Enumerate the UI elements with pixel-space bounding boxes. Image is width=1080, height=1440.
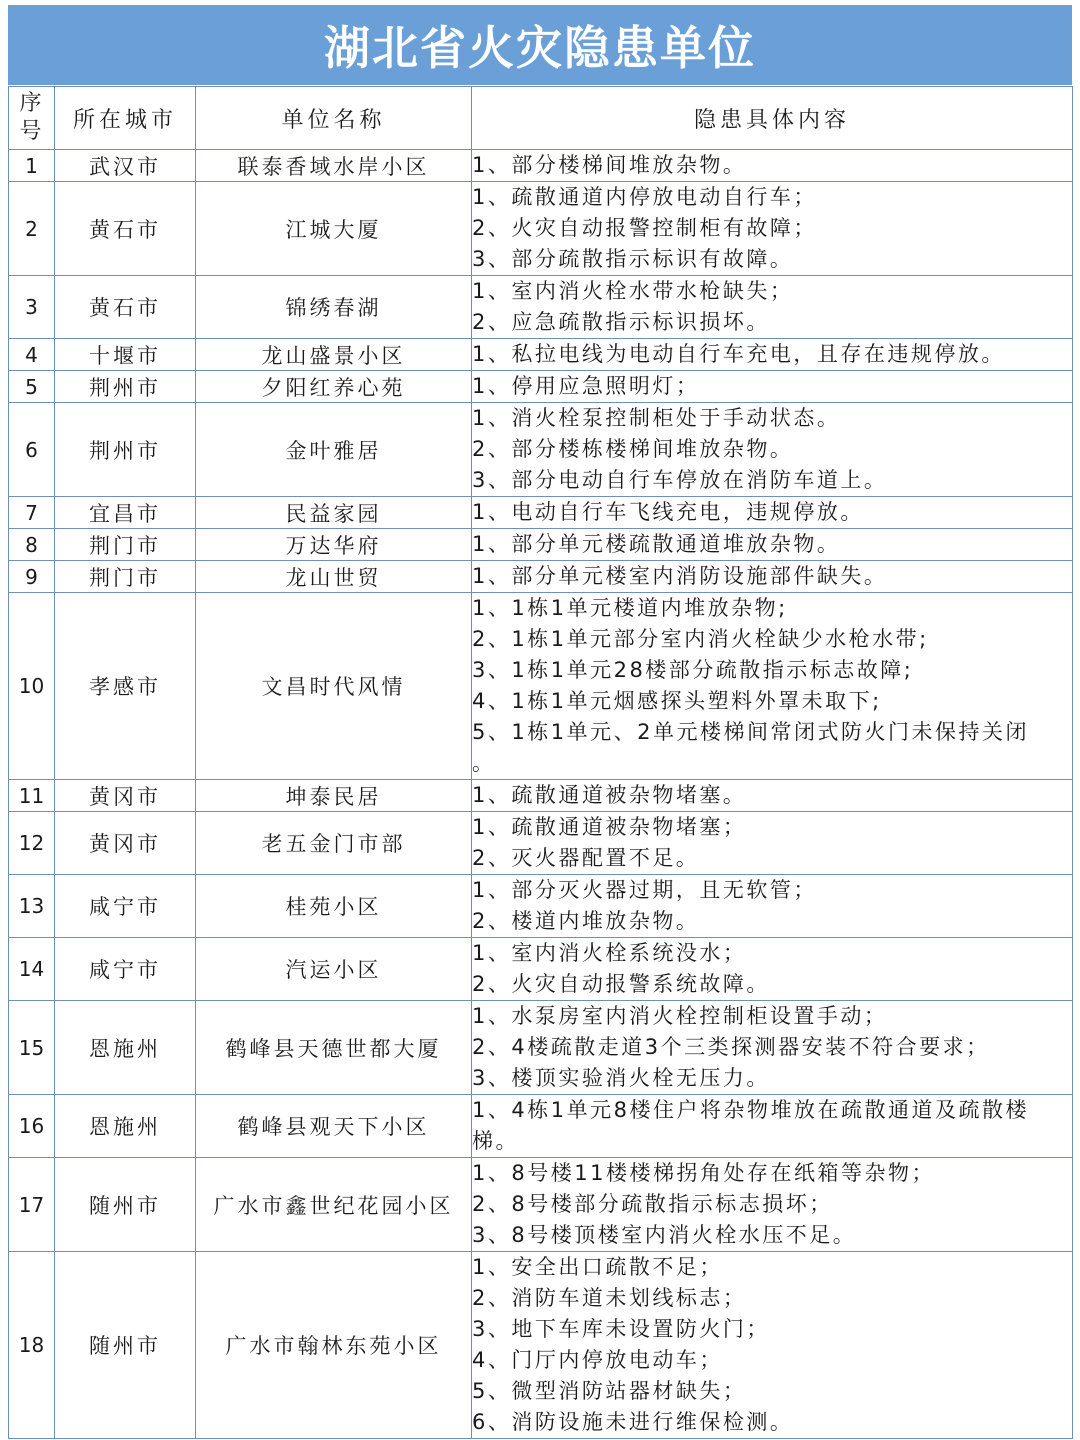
issue-line: 2、1栋1单元部分室内消火栓缺少水枪水带; <box>472 627 929 651</box>
header-no-label: 序号 <box>19 91 46 144</box>
table-row <box>9 339 1073 371</box>
row-unit-name: 金叶雅居 <box>196 403 472 497</box>
row-number: 12 <box>9 812 55 875</box>
row-issues <box>472 780 1073 812</box>
row-unit-name: 龙山盛景小区 <box>196 339 472 371</box>
issue-line: 1、部分单元楼疏散通道堆放杂物。 <box>472 532 841 556</box>
issue-line: 1、停用应急照明灯； <box>472 374 700 398</box>
row-issues <box>472 339 1073 371</box>
hazard-table <box>8 86 1073 1439</box>
issue-line: 3、1栋1单元28楼部分疏散指示标志故障; <box>472 658 914 682</box>
issue-line: 2、火灾自动报警系统故障。 <box>472 972 770 996</box>
table-row <box>9 497 1073 529</box>
row-unit-name: 桂苑小区 <box>196 875 472 938</box>
issue-line: 3、部分疏散指示标识有故障。 <box>472 247 794 271</box>
table-header-row <box>9 87 1073 150</box>
table-row <box>9 593 1073 780</box>
row-unit-name: 江城大厦 <box>196 182 472 276</box>
row-unit-name: 广水市鑫世纪花园小区 <box>196 1158 472 1252</box>
header-no <box>9 87 55 150</box>
row-city: 孝感市 <box>55 593 196 780</box>
table-row <box>9 1001 1073 1095</box>
row-issues <box>472 497 1073 529</box>
table-row <box>9 561 1073 593</box>
issue-line: 2、部分楼栋楼梯间堆放杂物。 <box>472 437 794 461</box>
row-unit-name: 联泰香域水岸小区 <box>196 150 472 182</box>
row-unit-name: 龙山世贸 <box>196 561 472 593</box>
issue-line: 1、私拉电线为电动自行车充电，且存在违规停放。 <box>472 342 1005 366</box>
row-unit-name: 万达华府 <box>196 529 472 561</box>
row-issues <box>472 875 1073 938</box>
header-issues: 隐患具体内容 <box>472 87 1073 150</box>
issue-line: 1、室内消火栓系统没水； <box>472 941 747 965</box>
row-city: 咸宁市 <box>55 875 196 938</box>
table-row <box>9 1252 1073 1439</box>
row-issues <box>472 1095 1073 1158</box>
issue-line: 4、门厅内停放电动车； <box>472 1348 723 1372</box>
issue-line: 1、部分楼梯间堆放杂物。 <box>472 153 747 177</box>
row-issues <box>472 276 1073 339</box>
table-row <box>9 1095 1073 1158</box>
table-row <box>9 150 1073 182</box>
page-title: 湖北省火灾隐患单位 <box>8 5 1072 85</box>
row-issues <box>472 182 1073 276</box>
table-row <box>9 403 1073 497</box>
issue-line: 1、疏散通道被杂物堵塞。 <box>472 783 747 807</box>
row-number: 14 <box>9 938 55 1001</box>
issue-line: 1、1栋1单元楼道内堆放杂物; <box>472 596 788 620</box>
issue-line: 1、安全出口疏散不足； <box>472 1255 723 1279</box>
table-row <box>9 780 1073 812</box>
row-unit-name: 老五金门市部 <box>196 812 472 875</box>
table-row <box>9 371 1073 403</box>
issue-line: 5、微型消防站器材缺失； <box>472 1379 747 1403</box>
row-issues <box>472 529 1073 561</box>
issue-line: 6、消防设施未进行维保检测。 <box>472 1410 794 1434</box>
issue-line: 3、8号楼顶楼室内消火栓水压不足。 <box>472 1223 857 1247</box>
row-number: 5 <box>9 371 55 403</box>
issue-line: 1、电动自行车飞线充电，违规停放。 <box>472 500 864 524</box>
row-unit-name: 鹤峰县观天下小区 <box>196 1095 472 1158</box>
row-city: 黄冈市 <box>55 780 196 812</box>
row-number: 16 <box>9 1095 55 1158</box>
table-row <box>9 812 1073 875</box>
row-city: 宜昌市 <box>55 497 196 529</box>
row-city: 随州市 <box>55 1252 196 1439</box>
row-city: 十堰市 <box>55 339 196 371</box>
issue-line: 1、疏散通道被杂物堵塞； <box>472 815 747 839</box>
row-number: 6 <box>9 403 55 497</box>
row-issues <box>472 1158 1073 1252</box>
row-unit-name: 鹤峰县天德世都大厦 <box>196 1001 472 1095</box>
row-number: 10 <box>9 593 55 780</box>
row-city: 随州市 <box>55 1158 196 1252</box>
row-issues <box>472 150 1073 182</box>
row-number: 13 <box>9 875 55 938</box>
issue-line: 1、消火栓泵控制柜处于手动状态。 <box>472 406 841 430</box>
row-number: 3 <box>9 276 55 339</box>
issue-line: 1、8号楼11楼楼梯拐角处存在纸箱等杂物； <box>472 1161 935 1185</box>
row-number: 17 <box>9 1158 55 1252</box>
issue-line: 2、4楼疏散走道3个三类探测器安装不符合要求； <box>472 1035 990 1059</box>
issue-line: 2、消防车道未划线标志； <box>472 1286 747 1310</box>
row-number: 15 <box>9 1001 55 1095</box>
row-unit-name: 锦绣春湖 <box>196 276 472 339</box>
table-row <box>9 875 1073 938</box>
table-row <box>9 182 1073 276</box>
header-unit: 单位名称 <box>196 87 472 150</box>
row-unit-name: 坤泰民居 <box>196 780 472 812</box>
header-city: 所在城市 <box>55 87 196 150</box>
row-city: 黄石市 <box>55 182 196 276</box>
issue-line: 3、楼顶实验消火栓无压力。 <box>472 1066 770 1090</box>
table-row <box>9 529 1073 561</box>
row-issues <box>472 1001 1073 1095</box>
issue-line: 2、楼道内堆放杂物。 <box>472 909 700 933</box>
row-city: 恩施州 <box>55 1095 196 1158</box>
issue-line: 3、部分电动自行车停放在消防车道上。 <box>472 468 888 492</box>
row-number: 4 <box>9 339 55 371</box>
row-city: 荆州市 <box>55 371 196 403</box>
row-number: 2 <box>9 182 55 276</box>
row-unit-name: 民益家园 <box>196 497 472 529</box>
row-issues <box>472 593 1073 780</box>
row-city: 武汉市 <box>55 150 196 182</box>
row-issues <box>472 403 1073 497</box>
issue-line: 2、火灾自动报警控制柜有故障； <box>472 216 817 240</box>
issue-line: 4、1栋1单元烟感探头塑料外罩未取下; <box>472 689 882 713</box>
row-city: 恩施州 <box>55 1001 196 1095</box>
row-city: 荆门市 <box>55 529 196 561</box>
row-number: 9 <box>9 561 55 593</box>
issue-line: 2、灭火器配置不足。 <box>472 846 700 870</box>
row-number: 18 <box>9 1252 55 1439</box>
row-city: 荆州市 <box>55 403 196 497</box>
row-issues <box>472 371 1073 403</box>
row-number: 1 <box>9 150 55 182</box>
issue-line: 1、4栋1单元8楼住户将杂物堆放在疏散通道及疏散楼梯。 <box>472 1098 1029 1153</box>
row-number: 7 <box>9 497 55 529</box>
issue-line: 5、1栋1单元、2单元楼梯间常闭式防火门未保持关闭 <box>472 720 1029 744</box>
row-issues <box>472 1252 1073 1439</box>
issue-line: 2、应急疏散指示标识损坏。 <box>472 310 770 334</box>
row-city: 黄石市 <box>55 276 196 339</box>
table-row <box>9 938 1073 1001</box>
issue-line: 3、地下车库未设置防火门； <box>472 1317 770 1341</box>
table-body <box>9 150 1073 1439</box>
row-number: 8 <box>9 529 55 561</box>
row-issues <box>472 812 1073 875</box>
issue-line: 1、疏散通道内停放电动自行车； <box>472 185 817 209</box>
issue-line: 1、部分灭火器过期，且无软管； <box>472 878 817 902</box>
row-number: 11 <box>9 780 55 812</box>
row-city: 荆门市 <box>55 561 196 593</box>
row-unit-name: 广水市翰林东苑小区 <box>196 1252 472 1439</box>
row-unit-name: 汽运小区 <box>196 938 472 1001</box>
row-unit-name: 夕阳红养心苑 <box>196 371 472 403</box>
issue-line: 1、室内消火栓水带水枪缺失； <box>472 279 794 303</box>
row-issues <box>472 561 1073 593</box>
row-city: 黄冈市 <box>55 812 196 875</box>
row-issues <box>472 938 1073 1001</box>
issue-line: 2、8号楼部分疏散指示标志损坏； <box>472 1192 833 1216</box>
issue-line: 1、水泵房室内消火栓控制柜设置手动； <box>472 1004 888 1028</box>
row-city: 咸宁市 <box>55 938 196 1001</box>
row-unit-name: 文昌时代风情 <box>196 593 472 780</box>
table-row <box>9 276 1073 339</box>
table-row <box>9 1158 1073 1252</box>
issue-line: 。 <box>472 751 496 775</box>
issue-line: 1、部分单元楼室内消防设施部件缺失。 <box>472 564 888 588</box>
